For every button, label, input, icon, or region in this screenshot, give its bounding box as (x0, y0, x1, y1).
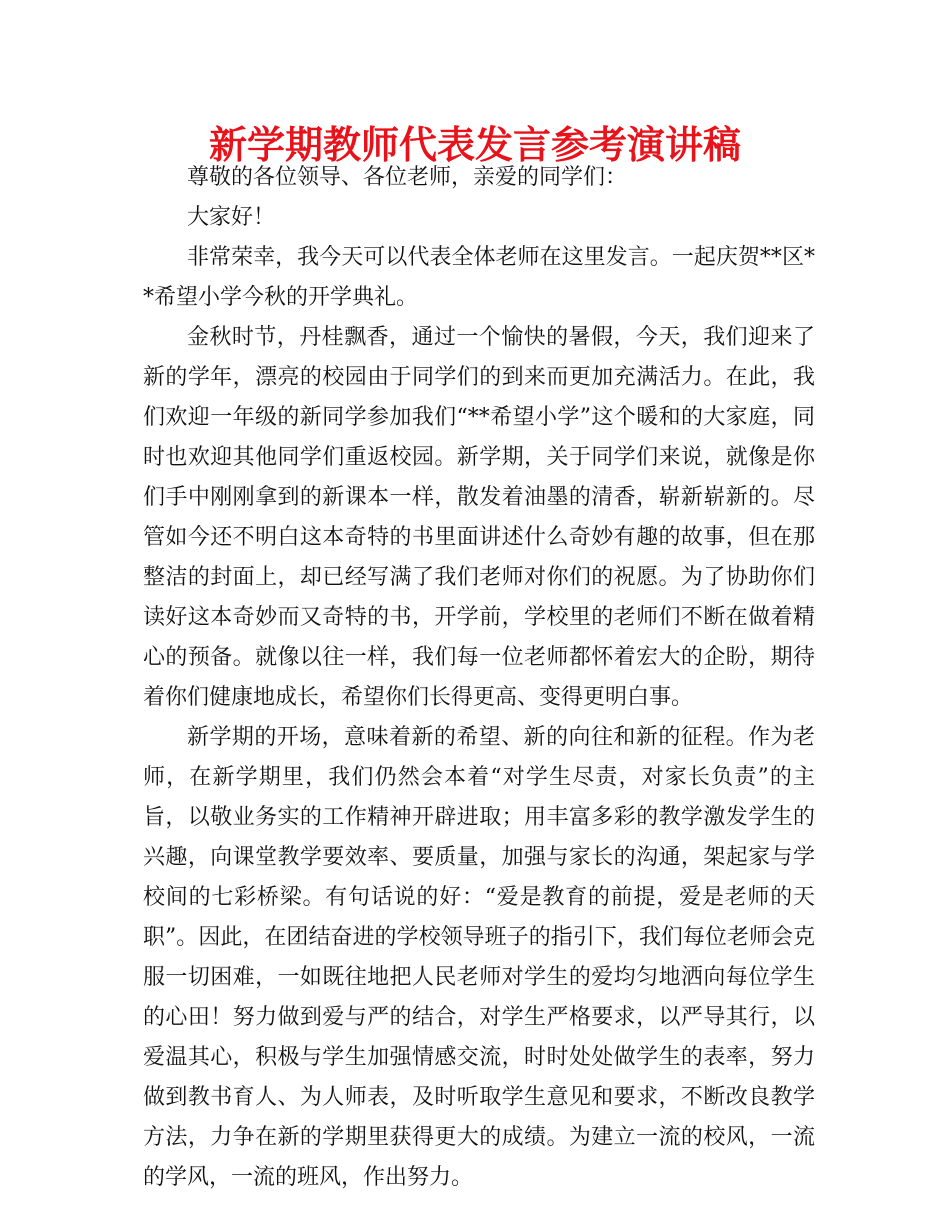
body-paragraph: 新学期的开场，意味着新的希望、新的向往和新的征程。作为老师，在新学期里，我们仍然会本着“对学生尽责，对家长负责”的主旨，以敬业务实的工作精神开辟进取；用丰富多彩的教学激发学生的兴趣，向课堂教学要效率、要质量，加强与家长的沟通，架起家与学校间的七彩桥梁。有句话说的好：“爱是教育的前提，爱是老师的天职”。因此，在团结奋进的学校领导班子的指引下，我们每位老师会克服一切困难，一如既往地把人民老师对学生的爱均匀地洒向每位学生的心田！努力做到爱与严的结合，对学生严格要求，以严导其行，以爱温其心，积极与学生加强情感交流，时时处处做学生的表率，努力做到教书育人、为人师表，及时听取学生意见和要求，不断改良教学方法，力争在新的学期里获得更大的成绩。为建立一流的校风，一流的学风，一流的班风，作出努力。 (143, 725, 815, 1190)
document-title: 新学期教师代表发言参考演讲稿 (208, 123, 741, 167)
salutation-paragraph: 尊敬的各位领导、各位老师，亲爱的同学们： (187, 165, 628, 190)
body-paragraph: 非常荣幸，我今天可以代表全体老师在这里发言。一起庆贺**区**希望小学今秋的开学典礼。 (143, 245, 815, 310)
body-paragraph: 金秋时节，丹桂飘香，通过一个愉快的暑假，今天，我们迎来了新的学年，漂亮的校园由于同学们的到来而更加充满活力。在此，我们欢迎一年级的新同学参加我们“**希望小学”这个暖和的大家庭，同时也欢迎其他同学们重返校园。新学期，关于同学们来说，就像是你们手中刚刚拿到的新课本一样，散发着油墨的清香，崭新崭新的。尽管如今还不明白这本奇特的书里面讲述什么奇妙有趣的故事，但在那整洁的封面上，却已经写满了我们老师对你们的祝愿。为了协助你们读好这本奇妙而又奇特的书，开学前，学校里的老师们不断在做着精心的预备。就像以往一样，我们每一位老师都怀着宏大的企盼，期待着你们健康地成长，希望你们长得更高、变得更明白事。 (143, 325, 815, 710)
greeting-paragraph: 大家好！ (187, 205, 276, 230)
document-body (143, 158, 815, 1198)
